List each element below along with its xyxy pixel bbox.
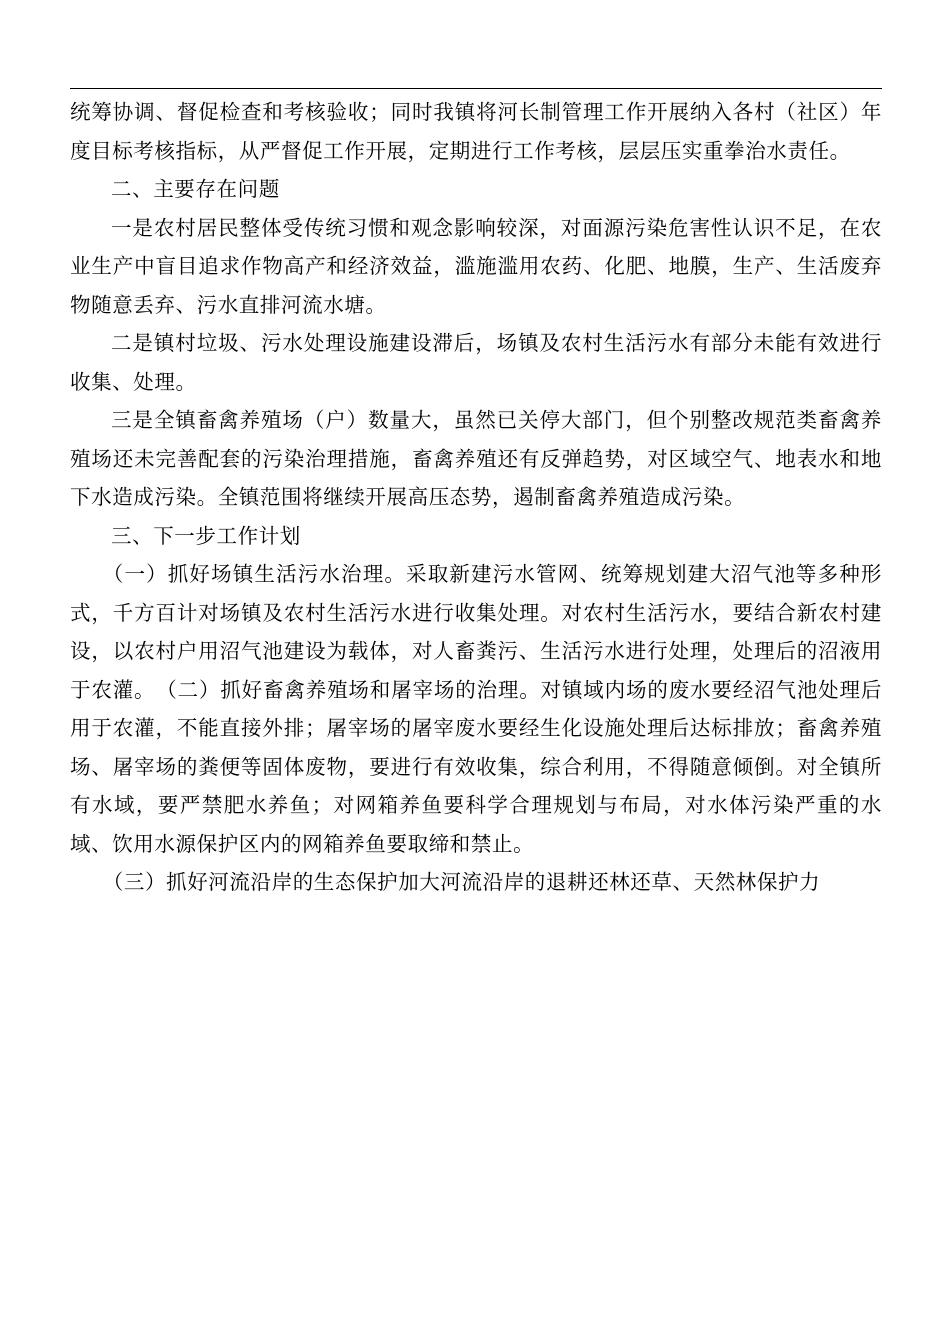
paragraph-plan-3: （三）抓好河流沿岸的生态保护加大河流沿岸的退耕还林还草、天然林保护力 bbox=[102, 870, 821, 894]
paragraph-problem-2: 二是镇村垃圾、污水处理设施建设滞后，场镇及农村生活污水有部分未能有效进行收集、处理。 bbox=[70, 331, 882, 394]
section-heading-problems: 二、主要存在问题 bbox=[111, 177, 280, 201]
document-body bbox=[70, 93, 882, 902]
paragraph-plan-1-2: （一）抓好场镇生活污水治理。采取新建污水管网、统筹规划建大沼气池等多种形式，千方百计对场镇及农村生活污水进行收集处理。对农村生活污水，要结合新农村建设，以农村户用沼气池建设为载体，对人畜粪污、生活污水进行处理，处理后的沼液用于农灌。 （二）抓好畜禽养殖场和屠宰场的治理。对镇域内场的废水要经沼气池处理后用于农灌，不能直接外排；屠宰场的屠宰废水要经生化设施处理后达标排放；畜禽养殖场、屠宰场的粪便等固体废物，要进行有效收集，综合利用，不得随意倾倒。对全镇所有水域，要严禁肥水养鱼；对网箱养鱼要科学合理规划与布局，对水体污染严重的水域、饮用水源保护区内的网箱养鱼要取缔和禁止。 bbox=[70, 562, 882, 856]
paragraph-problem-1: 一是农村居民整体受传统习惯和观念影响较深，对面源污染危害性认识不足，在农业生产中盲目追求作物高产和经济效益，滥施滥用农药、化肥、地膜，生产、生活废弃物随意丢弃、污水直排河流水塘。 bbox=[70, 215, 882, 317]
paragraph-continued-responsibility: 统筹协调、督促检查和考核验收；同时我镇将河长制管理工作开展纳入各村（社区）年度目标考核指标，从严督促工作开展，定期进行工作考核，层层压实重拳治水责任。 bbox=[70, 100, 882, 163]
header-rule bbox=[70, 88, 882, 89]
section-heading-next-steps: 三、下一步工作计划 bbox=[111, 523, 301, 548]
paragraph-problem-3: 三是全镇畜禽养殖场（户）数量大，虽然已关停大部门，但个别整改规范类畜禽养殖场还未完善配套的污染治理措施，畜禽养殖还有反弹趋势，对区域空气、地表水和地下水造成污染。全镇范围将继续开展高压态势，遏制畜禽养殖造成污染。 bbox=[70, 408, 882, 509]
